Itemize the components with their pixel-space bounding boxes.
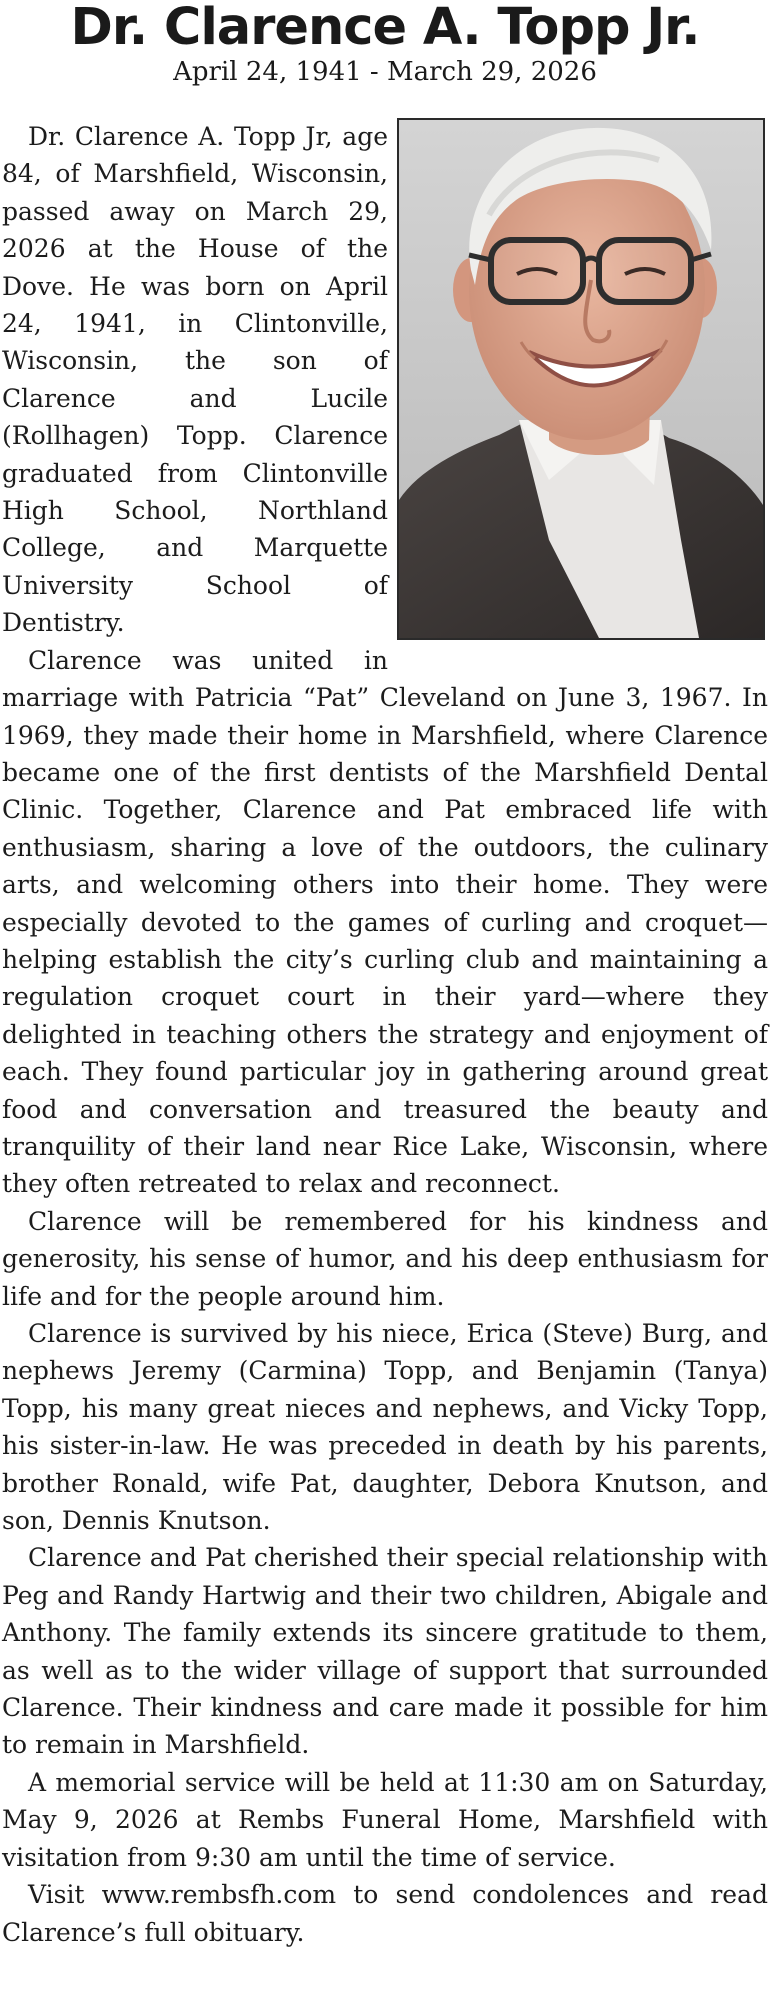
paragraph-gratitude: Clarence and Pat cherished their special relationship with Peg and Randy Hartwig and their two children, Abigale and Anthony. The family extends its sincere gratitude to them, as well as to the wider village of support that surrounded Clarence. Their kindness and care made it possible for him to remain in Marshfield. [2,1543,768,1760]
paragraph-biography: Dr. Clarence A. Topp Jr, age 84, of Marshfield, Wisconsin, passed away on March 29, 2026 at the House of the Dove. He was born on April 24, 1941, in Clintonville, Wisconsin, the son of Clarence and Lucile (Rollhagen) Topp. Clarence graduated from Clintonville High School, Northland College, and Marquette University School of Dentistry. [2,122,388,638]
paragraph-remembrance: Clarence will be remembered for his kindness and generosity, his sense of humor, and his deep enthusiasm for life and for the people around him. [2,1206,768,1311]
life-dates: April 24, 1941 - March 29, 2026 [173,57,597,87]
paragraph-memorial-service: A memorial service will be held at 11:30 am on Saturday, May 9, 2026 at Rembs Funeral Home, Marshfield with visitation from 9:30 am until the time of service. [2,1767,768,1872]
photo-spacer [388,118,768,658]
paragraph-survivors: Clarence is survived by his niece, Erica (Steve) Burg, and nephews Jeremy (Carmina) Topp, and Benjamin (Tanya) Topp, his many great nieces and nephews, and Vicky Topp, his sister-in-law. He was preceded in death by his parents, brother Ronald, wife Pat, daughter, Debora Knutson, and son, Dennis Knutson. [2,1319,768,1536]
obituary-body [2,118,768,1951]
obituary-name: Dr. Clarence A. Topp Jr. [70,0,700,57]
paragraph-marriage: Clarence was united in marriage with Patricia “Pat” Cleveland on June 3, 1967. In 1969, they made their home in Marshfield, where Clarence became one of the first dentists of the Marshfield Dental Clinic. Together, Clarence and Pat embraced life with enthusiasm, sharing a love of the outdoors, the culinary arts, and welcoming others into their home. They were especially devoted to the games of curling and croquet—helping establish the city’s curling club and maintaining a regulation croquet court in their yard—where they delighted in teaching others the strategy and enjoyment of each. They found particular joy in gathering around great food and conversation and treasured the beauty and tranquility of their land near Rice Lake, Wisconsin, where they often retreated to relax and reconnect. [2,645,768,1199]
paragraph-condolences: Visit www.rembsfh.com to send condolences and read Clarence’s full obituary. [2,1880,768,1947]
